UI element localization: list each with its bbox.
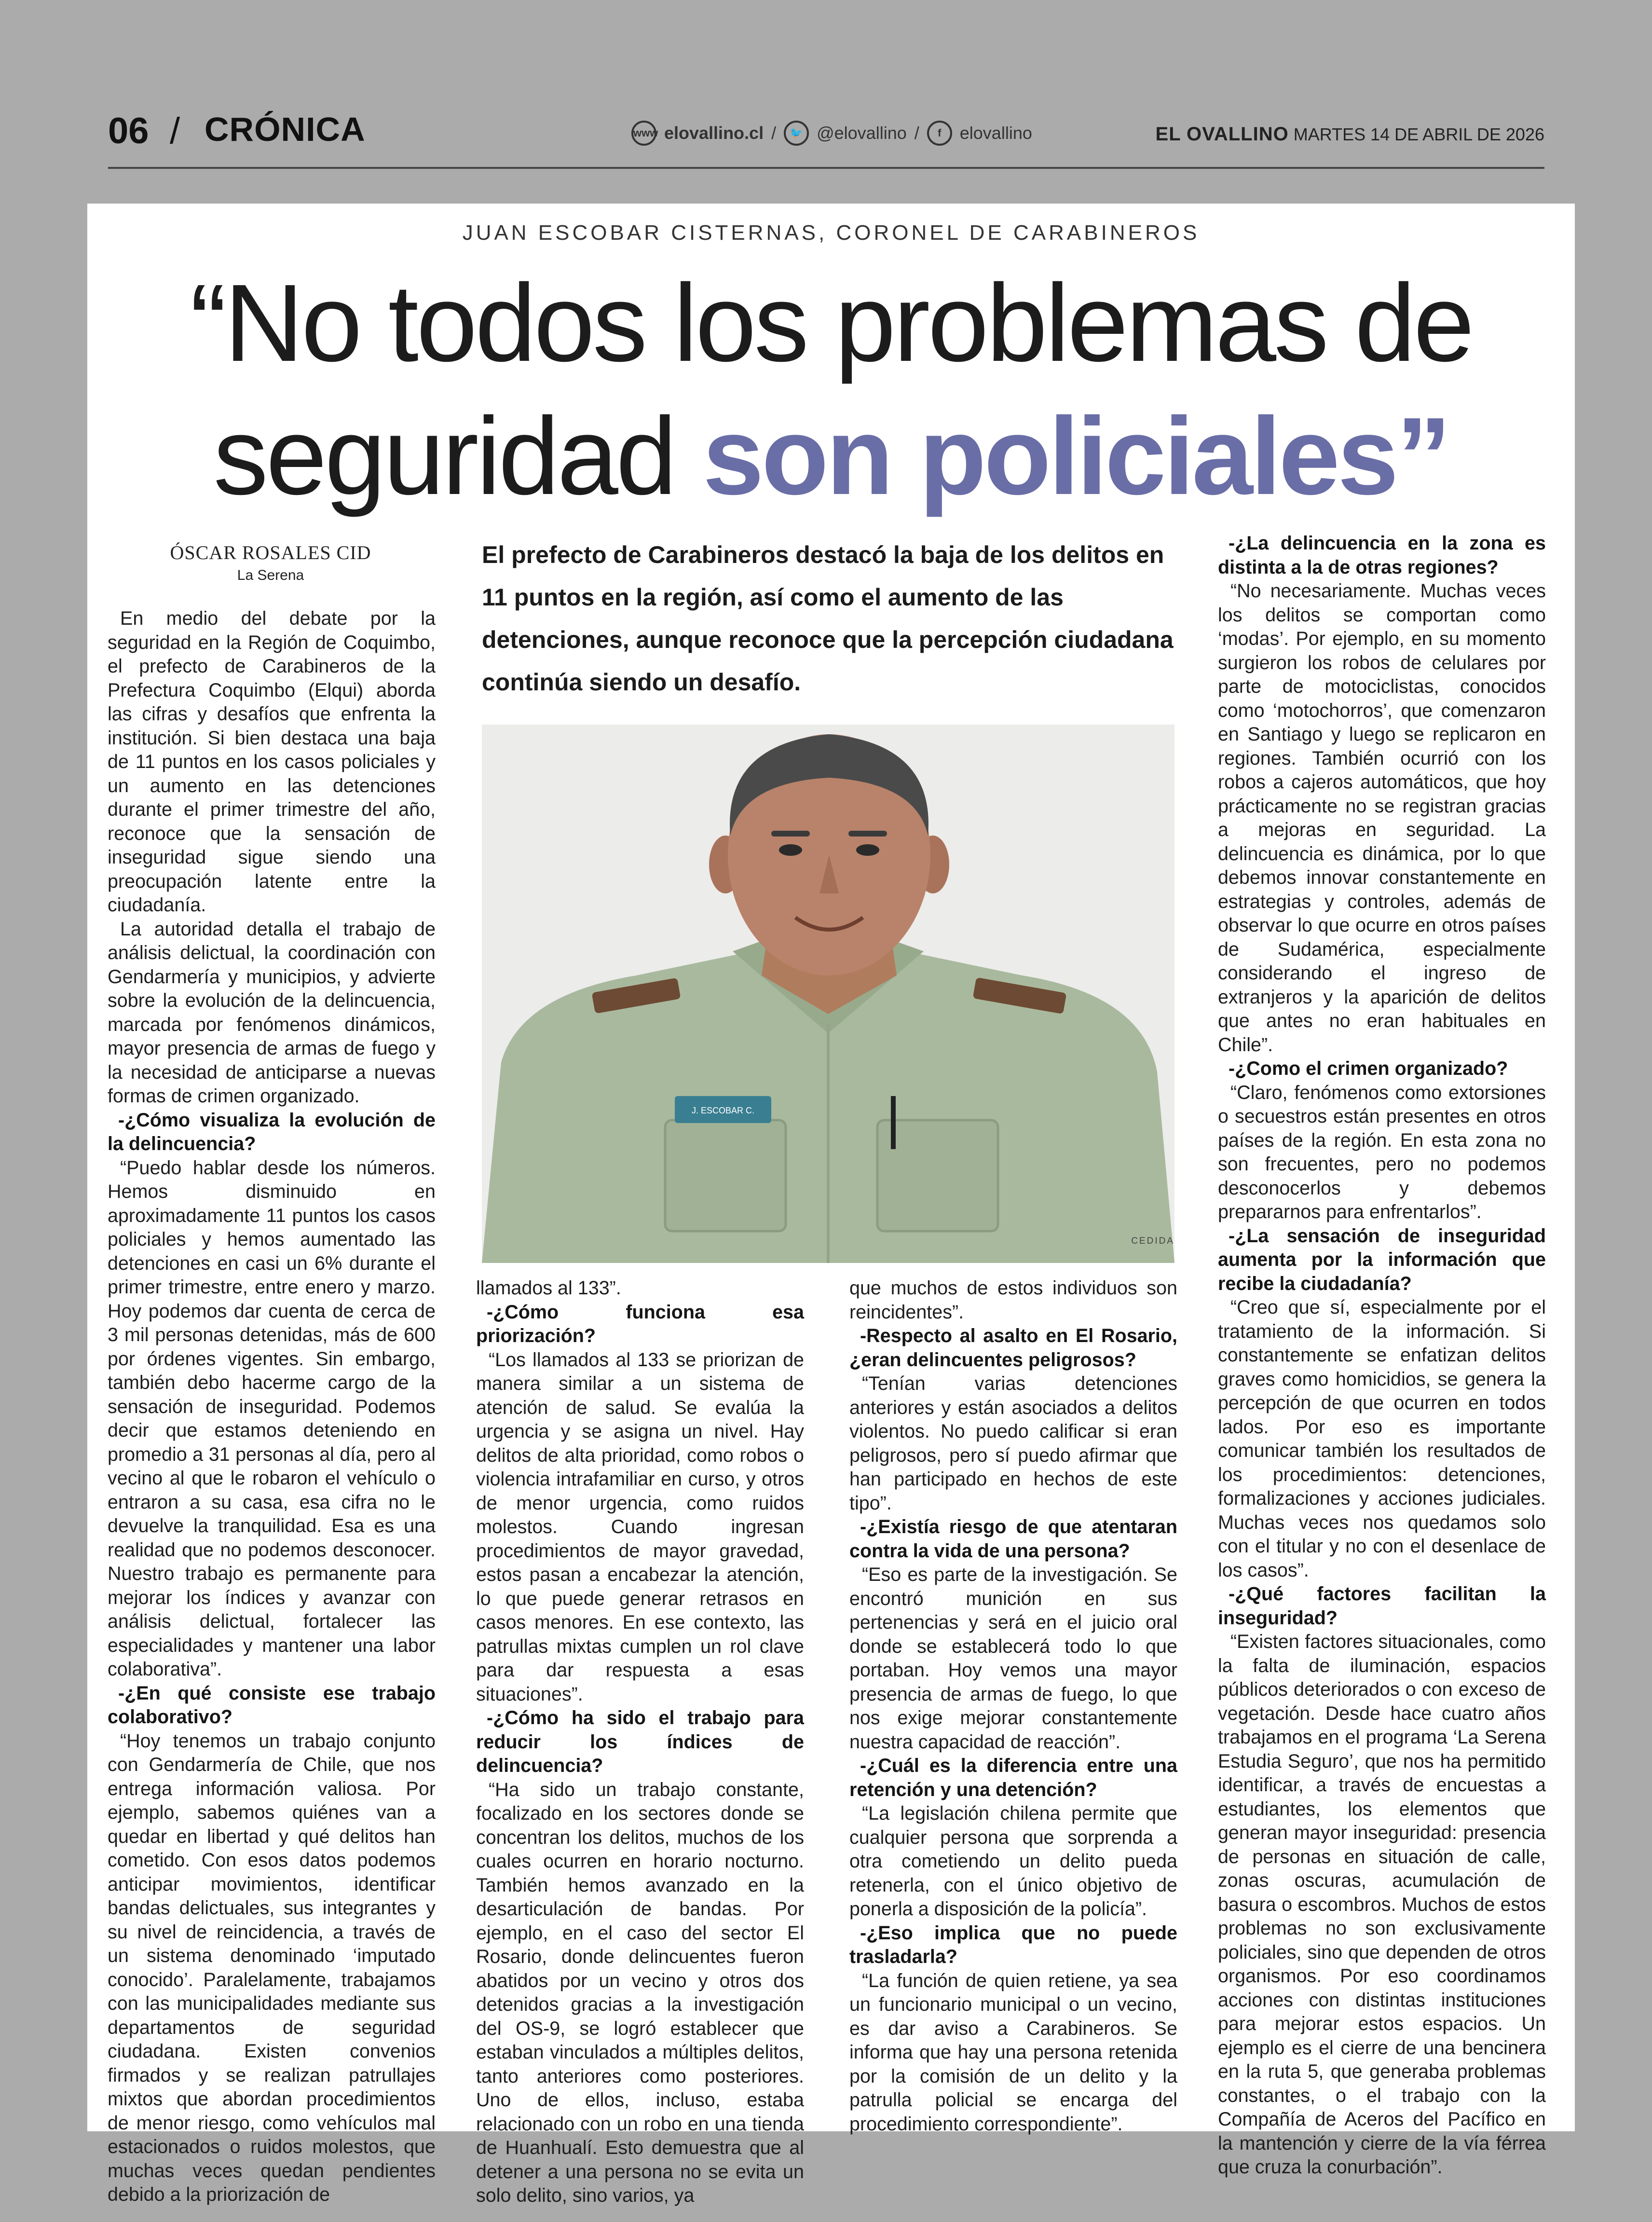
standfirst: El prefecto de Carabineros destacó la baja de los delitos en 11 puntos en la región, así como el aumento de las detenciones, aunque reconoce que la percepción ciudadana continúa siendo un desafío.	[482, 541, 1174, 696]
column-1	[108, 607, 436, 2207]
website-icon: www	[631, 121, 656, 146]
social-links	[631, 121, 1032, 146]
badge-text: J. ESCOBAR C.	[691, 1106, 755, 1115]
facebook-icon: f	[927, 121, 952, 146]
body-paragraph: “Claro, fenómenos como extorsiones o secuestros están presentes en otros países de la región. En esta zona no son frecuentes, pero no podemos desconocerlos y debemos prepararnos para enfrentarlos”.	[1218, 1082, 1546, 1222]
photo-credit: CEDIDA	[1131, 1236, 1174, 1246]
header-divider: /	[170, 110, 180, 151]
twitter-icon: 🐦	[784, 121, 809, 146]
column-4	[1218, 532, 1546, 2180]
body-paragraph: “Ha sido un trabajo constante, focalizado en los sectores donde se concentran los delitos, muchos de los cuales ocurren en horario nocturno. También hemos avanzado en la desarticulación de bandas. Por ejemplo, en el caso del sector El Rosario, donde delincuentes fueron abatidos por un vecino y otros dos detenidos gracias a la investigación del OS-9, se logró establecer que estaban vinculados a múltiples delitos, tanto anteriores como posteriores. Uno de ellos, incluso, estaba relacionado con un robo en una tienda de Huanhualí. Esto demuestra que al detener a una persona no se evita un solo delito, sino varios, ya	[476, 1779, 804, 2206]
interview-question: -¿Qué factores facilitan la inseguridad?	[1218, 1583, 1546, 1629]
interview-question: -¿Cómo funciona esa priorización?	[476, 1301, 804, 1346]
body-paragraph: “La legislación chilena permite que cualquier persona que sorprenda a otra cometiendo un delito pueda retenerla, con el único objetivo de ponerla a disposición de la policía”.	[849, 1803, 1177, 1920]
interview-question: -¿Eso implica que no puede trasladarla?	[849, 1922, 1177, 1967]
website-link[interactable]: elovallino.cl	[664, 123, 764, 143]
body-paragraph: “No necesariamente. Muchas veces los delitos se comportan como ‘modas’. Por ejemplo, en su momento surgieron los robos de celulares por parte de motociclistas, conocidos como ‘motochorros’, que comenzaron en Santiago y luego se replicaron en regiones. También ocurrió con los robos a cajeros automáticos, que hoy prácticamente no se registran gracias a mejoras en seguridad. La delincuencia es dinámica, por lo que debemos innovar constantemente en estrategias y controles, además de observar lo que ocurre en otros países de Sudamérica, especialmente considerando el ingreso de extranjeros y la aparición de delitos que antes no eran habituales en Chile”.	[1218, 580, 1546, 1056]
byline: ÓSCAR ROSALES CID	[170, 542, 371, 563]
body-paragraph: que muchos de estos individuos son reincidentes”.	[849, 1277, 1177, 1323]
article-panel	[87, 204, 1575, 2206]
publication-date: MARTES 14 DE ABRIL DE 2026	[1293, 124, 1544, 144]
byline-location: La Serena	[237, 567, 304, 583]
page-header	[108, 110, 1544, 168]
kicker: JUAN ESCOBAR CISTERNAS, CORONEL DE CARABINEROS	[462, 221, 1200, 245]
body-paragraph: “Creo que sí, especialmente por el tratamiento de la información. Si constantemente se enfatizan delitos graves como homicidios, se genera la percepción de que ocurren en todos lados. Por eso es importante comunicar también los resultados de los procedimientos: detenciones, formalizaciones y acciones judiciales. Muchas veces nos quedamos solo con el titular y no con el desenlace de los casos”.	[1218, 1297, 1546, 1581]
interview-question: -¿La sensación de inseguridad aumenta por la información que recibe la ciudadanía?	[1218, 1225, 1546, 1294]
body-paragraph: “Existen factores situacionales, como la falta de iluminación, espacios públicos deteriorados o con exceso de vegetación. Desde hace cuatro años trabajamos en el programa ‘La Serena Estudia Seguro’, que nos ha permitido identificar, a través de encuestas a estudiantes, los elementos que generan mayor inseguridad: presencia de personas en situación de calle, zonas oscuras, acumulación de basura o escombros. Muchos de estos problemas no son exclusivamente policiales, sino que dependen de otros organismos. Por eso coordinamos acciones con distintas instituciones para mejorar estos espacios. Un ejemplo es el cierre de una bencinera en la ruta 5, que generaba problemas constantes, o el trabajo con la Compañía de Aceros del Pacífico en la mantención y cierre de la vía férrea que cruza la conurbación”.	[1218, 1631, 1546, 2178]
twitter-handle[interactable]: @elovallino	[817, 123, 907, 143]
divider: /	[771, 123, 777, 143]
body-paragraph: “Los llamados al 133 se priorizan de manera similar a un sistema de atención de salud. Se evalúa la urgencia y se asigna un nivel. Hay delitos de alta prioridad, como robos o violencia intrafamiliar en curso, y otros de menor urgencia, como ruidos molestos. Cuando ingresan procedimientos de mayor gravedad, estos pasan a encabezar la atención, lo que puede generar retrasos en casos menores. En ese contexto, las patrullas mixtas cumplen un rol clave para dar respuesta a esas situaciones”.	[476, 1349, 804, 1705]
interview-question: -¿La delincuencia en la zona es distinta a la de otras regiones?	[1218, 533, 1546, 578]
header-rule	[108, 167, 1544, 169]
headline	[87, 257, 1575, 523]
headline-highlight: son policiales”	[702, 395, 1449, 518]
body-paragraph: En medio del debate por la seguridad en la Región de Coquimbo, el prefecto de Carabineros de la Prefectura Coquimbo (Elqui) aborda las cifras y desafíos que enfrenta la institución. Si bien destaca una baja de 11 puntos en los casos policiales y un aumento en las detenciones durante el primer trimestre del año, reconoce que la sensación de inseguridad sigue siendo una preocupación latente entre la ciudadanía.	[108, 608, 436, 916]
divider: /	[914, 123, 919, 143]
interview-question: -¿Como el crimen organizado?	[1229, 1058, 1508, 1079]
interview-question: -¿Cuál es la diferencia entre una retención y una detención?	[849, 1755, 1177, 1800]
interview-question: -Respecto al asalto en El Rosario, ¿eran delincuentes peligrosos?	[849, 1325, 1177, 1371]
body-paragraph: La autoridad detalla el trabajo de análisis delictual, la coordinación con Gendarmería y municipios, y advierte sobre la evolución de la delincuencia, marcada por fenómenos dinámicos, mayor presencia de armas de fuego y la necesidad de anticiparse a nuevas formas de crimen organizado.	[108, 918, 436, 1107]
body-paragraph: “La función de quien retiene, ya sea un funcionario municipal o un vecino, es dar aviso a Carabineros. Se informa que hay una persona retenida por la comisión de un delito y la patrulla policial se encarga del procedimiento correspondiente”.	[849, 1970, 1177, 2135]
body-paragraph: llamados al 133”.	[476, 1277, 621, 1299]
interview-question: -¿Cómo visualiza la evolución de la delincuencia?	[108, 1109, 436, 1154]
publication-info	[1156, 123, 1544, 145]
column-2	[476, 1276, 804, 2208]
portrait-photo	[482, 725, 1174, 1263]
publication-name: EL OVALLINO	[1155, 123, 1289, 145]
body-paragraph: “Puedo hablar desde los números. Hemos disminuido en aproximadamente 11 puntos los casos policiales y hemos aumentado las detenciones en casi un 6% durante el primer trimestre, entre enero y marzo. Hoy podemos dar cuenta de cerca de 3 mil personas detenidas, más de 600 por órdenes vigentes. Sin embargo, también debo hacerme cargo de la sensación de inseguridad. Podemos decir que estamos deteniendo en promedio a 31 personas al día, pero al vecino al que le robaron el vehículo o entraron a su casa, esa cifra no le devuelve la tranquilidad. Esa es una realidad que no podemos desconocer. Nuestro trabajo es permanente para mejorar los índices y avanzar con análisis delictual, fortalecer las especialidades y mantener una labor colaborativa”.	[108, 1157, 436, 1680]
facebook-handle[interactable]: elovallino	[959, 123, 1032, 143]
interview-question: -¿Cómo ha sido el trabajo para reducir los índices de delincuencia?	[476, 1707, 804, 1776]
section-name: CRÓNICA	[205, 110, 366, 148]
body-paragraph: “Eso es parte de la investigación. Se encontró munición en sus pertenencias y será en el juicio oral donde se establecerá todo lo que portaban. Hoy vemos una mayor presencia de armas de fuego, lo que nos exige mejorar constantemente nuestra capacidad de reacción”.	[849, 1564, 1177, 1753]
headline-main: “No todos los problemas de seguridad	[190, 262, 1473, 518]
interview-question: -¿Existía riesgo de que atentaran contra la vida de una persona?	[849, 1516, 1177, 1562]
page-number: 06	[108, 110, 149, 151]
interview-question: -¿En qué consiste ese trabajo colaborativo?	[108, 1682, 436, 1728]
body-paragraph: “Hoy tenemos un trabajo conjunto con Gendarmería de Chile, que nos entrega información valiosa. Por ejemplo, sabemos quiénes van a quedar en libertad y qué delitos han cometido. Con esos datos podemos anticipar movimientos, identificar bandas delictuales, sus integrantes y su nivel de reincidencia, a través de un sistema denominado ‘imputado conocido’. Paralelamente, trabajamos con las municipalidades mediante sus departamentos de seguridad ciudadana. Existen convenios firmados y se realizan patrullajes mixtos que abordan procedimientos de menor riesgo, como vehículos mal estacionados o ruidos molestos, que muchas veces quedan pendientes debido a la priorización de	[108, 1730, 436, 2205]
body-paragraph: “Tenían varias detenciones anteriores y están asociados a delitos violentos. No puedo calificar si eran peligrosos, pero sí puedo afirmar que han participado en hechos de este tipo”.	[849, 1373, 1177, 1514]
column-3	[849, 1276, 1177, 2136]
